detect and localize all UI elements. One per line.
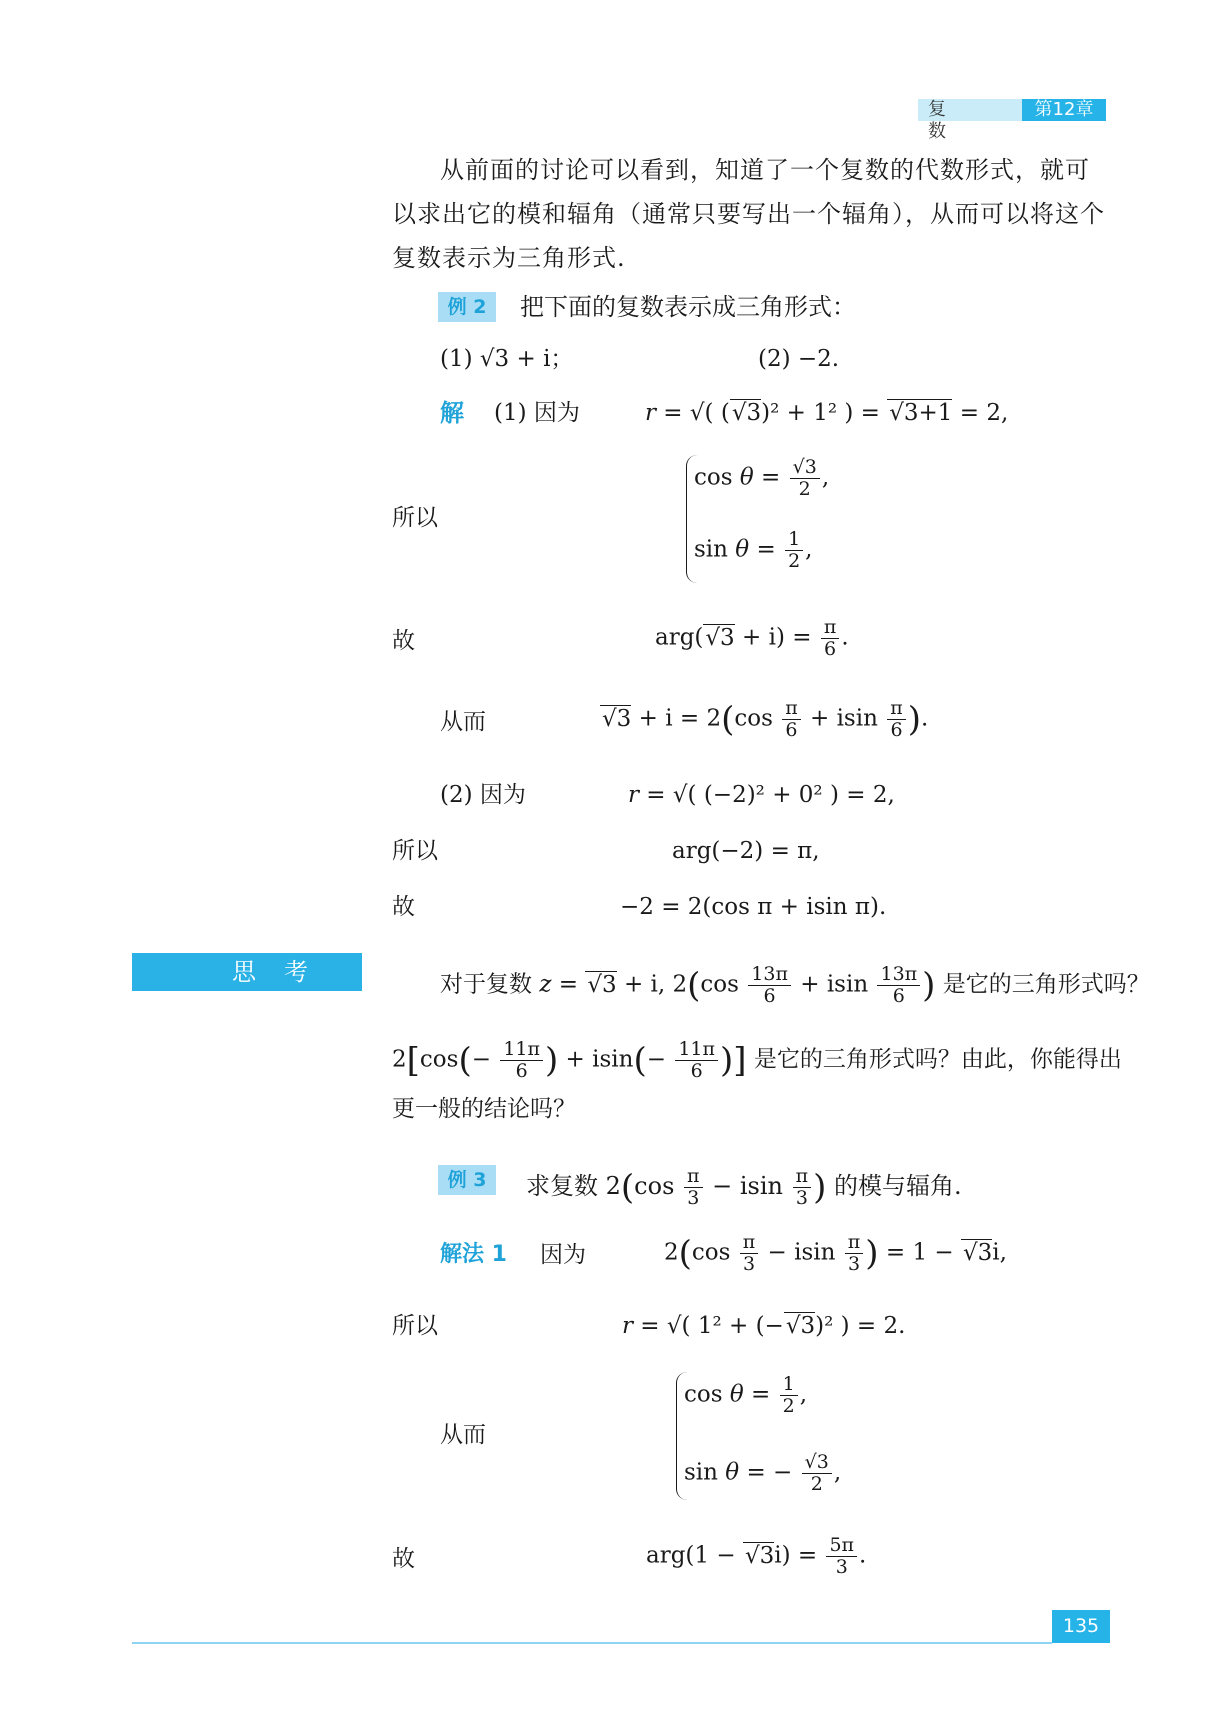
think-question-line-3: 更一般的结论吗？ [392,1096,576,1122]
congr-label-2: 从而 [440,1422,486,1448]
chapter-number: 第12章 [1022,99,1106,121]
intro-paragraph: 从前面的讨论可以看到，知道了一个复数的代数形式，就可以求出它的模和辐角（通常只要写出一个辐角），从而可以将这个复数表示为三角形式. [392,156,1105,272]
cos-theta-equation-1: cos θ = $\frac{√3}{2}$ , [694,456,830,500]
example-3-prompt: 求复数 2(cos $\frac{\pi}{3}$ − isin $\frac{\pi}{3}$ ) 的模与辐角. [526,1165,962,1209]
gu-label-3: 故 [392,1546,415,1572]
gu-label-2: 故 [392,894,415,920]
example-3-solution-label: 解法 1 [440,1242,507,1267]
argument-equation-1: arg(√3 + i) = $\frac{\pi}{6}$ . [655,616,849,660]
suoyi-label-2: 所以 [392,838,438,864]
example-2-part2: (2) −2. [758,346,840,372]
argument-equation-3: arg(1 − √3i) = $\frac{5\pi}{3}$ . [646,1534,867,1578]
think-question-line-1: 对于复数 z = √3 + i, 2(cos $\frac{13\pi}{6}$ + isin $\frac{13\pi}{6}$ ) 是它的三角形式吗？ [440,963,1150,1007]
sin-theta-equation-2: sin θ = − $\frac{√3}{2}$ , [684,1451,842,1495]
example-2-tag: 例 2 [438,292,496,322]
sin-theta-equation-1: sin θ = $\frac{1}{2}$ , [694,528,813,572]
modulus-equation-2: r = √( (−2)² + 0² ) = 2, [628,782,895,808]
example-3-tag: 例 3 [438,1165,496,1195]
congr-label-1: 从而 [440,709,486,735]
example-2-sol1-intro: (1) 因为 [494,400,580,426]
example-2-prompt: 把下面的复数表示成三角形式： [520,293,856,321]
example-3-intro: 因为 [540,1242,586,1268]
cos-theta-equation-2: cos θ = $\frac{1}{2}$ , [684,1373,808,1417]
example-2-solution-label: 解 [440,399,464,427]
page-number: 135 [1052,1610,1110,1643]
trig-form-result-1: √3 + i = 2(cos $\frac{\pi}{6}$ + isin $\frac{\pi}{6}$ ). [602,697,929,741]
modulus-equation-1: r = √( (√3)² + 1² ) = √3+1 = 2, [645,400,1009,426]
trig-form-result-2: −2 = 2(cos π + isin π). [620,894,887,920]
footer-rule [132,1642,1052,1644]
think-question-line-2: 2[cos(− $\frac{11\pi}{6}$ ) + isin(− $\frac{11\pi}{6}$ )] 是它的三角形式吗？由此，你能得出 [392,1038,1122,1082]
suoyi-label-3: 所以 [392,1313,438,1339]
gu-label-1: 故 [392,628,415,654]
example-2-sol2-intro: (2) 因为 [440,782,526,808]
suoyi-label-1: 所以 [392,505,438,531]
chapter-title: 复 数 [918,99,1022,121]
modulus-equation-3: r = √( 1² + (−√3)² ) = 2. [622,1313,906,1339]
argument-equation-2: arg(−2) = π, [672,838,820,864]
think-label: 思考 [132,953,362,991]
algebraic-form-equation: 2(cos $\frac{\pi}{3}$ − isin $\frac{\pi}{3}$ ) = 1 − √3i, [664,1231,1007,1275]
example-2-part1: (1) √3 + i； [440,346,574,372]
